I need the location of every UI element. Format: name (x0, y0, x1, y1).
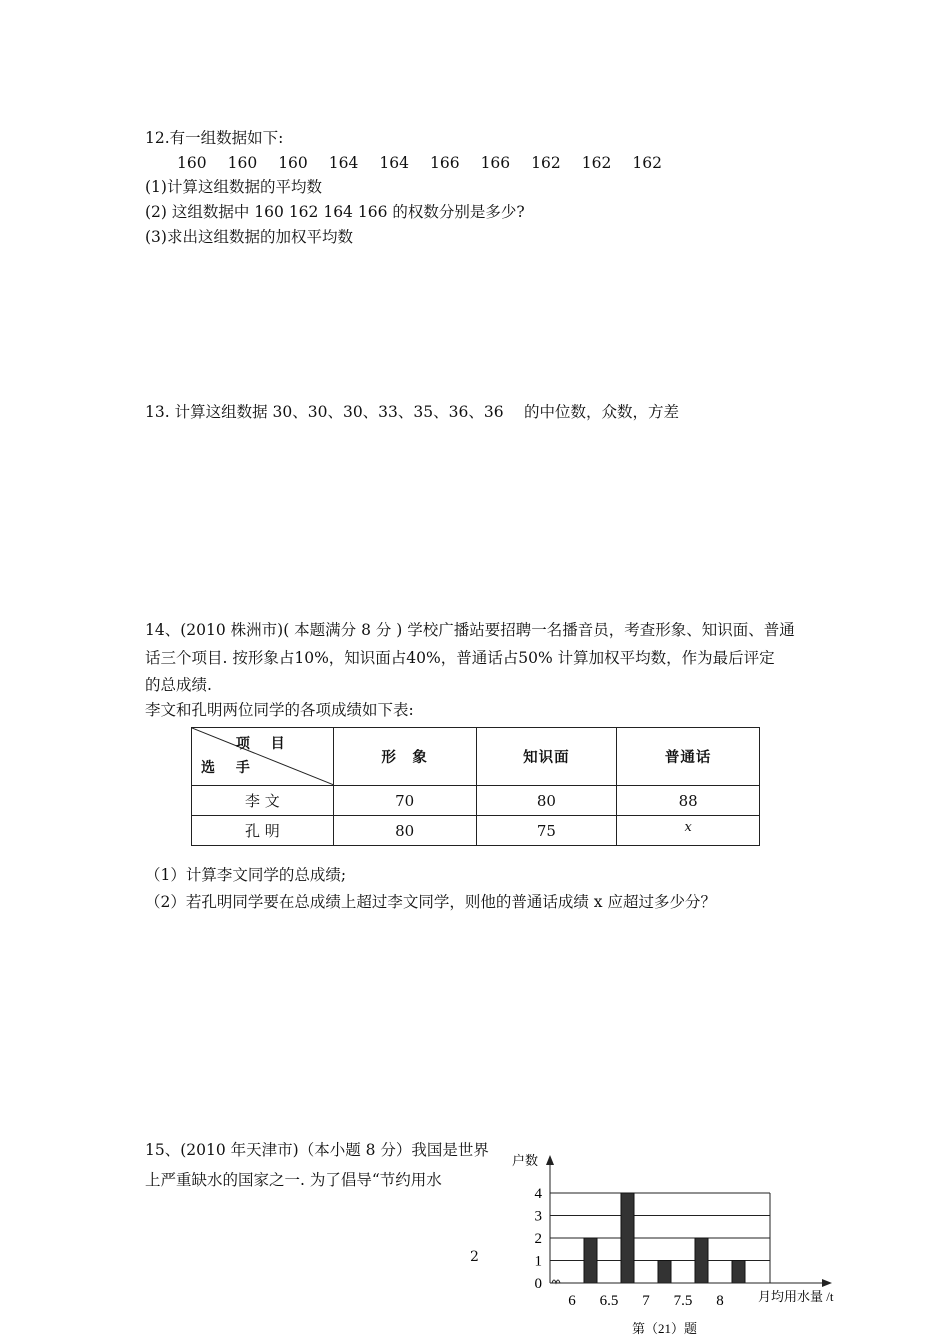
y-tick-label: 4 (534, 1186, 542, 1202)
bar (621, 1193, 634, 1283)
q14-line1: 14、(2010 株洲市)( 本题满分 8 分 ) 学校广播站要招聘一名播音员，考查形象、知识面、普通 (145, 621, 795, 639)
data-value: 162 (581, 154, 612, 172)
q14-line3: 的总成绩. (145, 676, 212, 694)
y-tick-label: 2 (534, 1231, 542, 1247)
row-value: 80 (476, 786, 617, 816)
corner-bottom-label: 选 手 (201, 760, 258, 776)
x-tick-label: 6.5 (599, 1293, 619, 1309)
data-value: 160 (227, 154, 258, 172)
y-axis-label: 户数 (512, 1153, 539, 1168)
q12-title: 12.有一组数据如下: (145, 129, 284, 147)
table-row (192, 786, 760, 816)
y-tick-label: 3 (534, 1208, 542, 1225)
bar (658, 1261, 671, 1284)
q14-part1: （1）计算李文同学的总成绩; (145, 866, 347, 884)
row-name: 孔 明 (192, 816, 334, 846)
row-name: 李 文 (192, 786, 334, 816)
row-value: x (617, 816, 760, 846)
header-mandarin: 普通话 (617, 728, 760, 786)
q15-line2: 上严重缺水的国家之一. 为了倡导“节约用水 (145, 1171, 442, 1189)
corner-top-label: 项 目 (235, 736, 293, 752)
data-value: 162 (531, 154, 561, 172)
chart-caption: 第（21）题 (632, 1321, 698, 1336)
bar (584, 1238, 597, 1283)
y-tick-label: 1 (534, 1253, 542, 1270)
bar (732, 1261, 745, 1284)
row-value: 88 (617, 786, 760, 816)
q14-part2: （2）若孔明同学要在总成绩上超过李文同学，则他的普通话成绩 x 应超过多少分？ (145, 893, 716, 911)
data-value: 160 (177, 154, 207, 172)
data-value: 164 (328, 154, 359, 172)
table-corner-cell (192, 728, 334, 786)
x-axis-label: 月均用水量 /t (758, 1289, 834, 1304)
page-number: 2 (470, 1249, 479, 1265)
q13-text: 13. 计算这组数据 30、30、30、33、35、36、36 的中位数，众数，方差 (145, 403, 679, 421)
header-knowledge: 知识面 (476, 728, 617, 786)
x-tick-label: 6 (568, 1293, 576, 1309)
water-usage-bar-chart (500, 1145, 850, 1340)
data-value: 160 (278, 154, 308, 172)
q12-part3: (3)求出这组数据的加权平均数 (145, 228, 353, 246)
y-axis-arrow (546, 1155, 554, 1165)
q14-line2: 话三个项目. 按形象占10%，知识面占40%，普通话占50% 计算加权平均数，作为最后评定 (145, 649, 775, 667)
data-value: 166 (480, 154, 511, 172)
row-value: 80 (333, 816, 476, 846)
q15-line1: 15、(2010 年天津市)（本小题 8 分）我国是世界 (145, 1141, 489, 1159)
data-value: 164 (379, 154, 409, 172)
row-value: 70 (333, 786, 476, 816)
data-value: 166 (429, 154, 460, 172)
bar (695, 1238, 708, 1283)
q12-part1: (1)计算这组数据的平均数 (145, 178, 322, 196)
y-tick-label: 0 (534, 1276, 542, 1292)
row-value: 75 (476, 816, 617, 846)
header-appearance: 形 象 (333, 728, 476, 786)
table-row (192, 816, 760, 846)
q12-part2: (2) 这组数据中 160 162 164 166 的权数分别是多少? (145, 203, 525, 221)
q12-data-list (177, 153, 683, 173)
x-tick-label: 7 (642, 1293, 650, 1309)
q14-line4: 李文和孔明两位同学的各项成绩如下表: (145, 701, 414, 719)
data-value: 162 (632, 154, 662, 172)
x-tick-label: 8 (716, 1293, 724, 1309)
x-axis-arrow (822, 1279, 832, 1287)
x-tick-label: 7.5 (673, 1293, 693, 1309)
score-table (191, 727, 760, 846)
